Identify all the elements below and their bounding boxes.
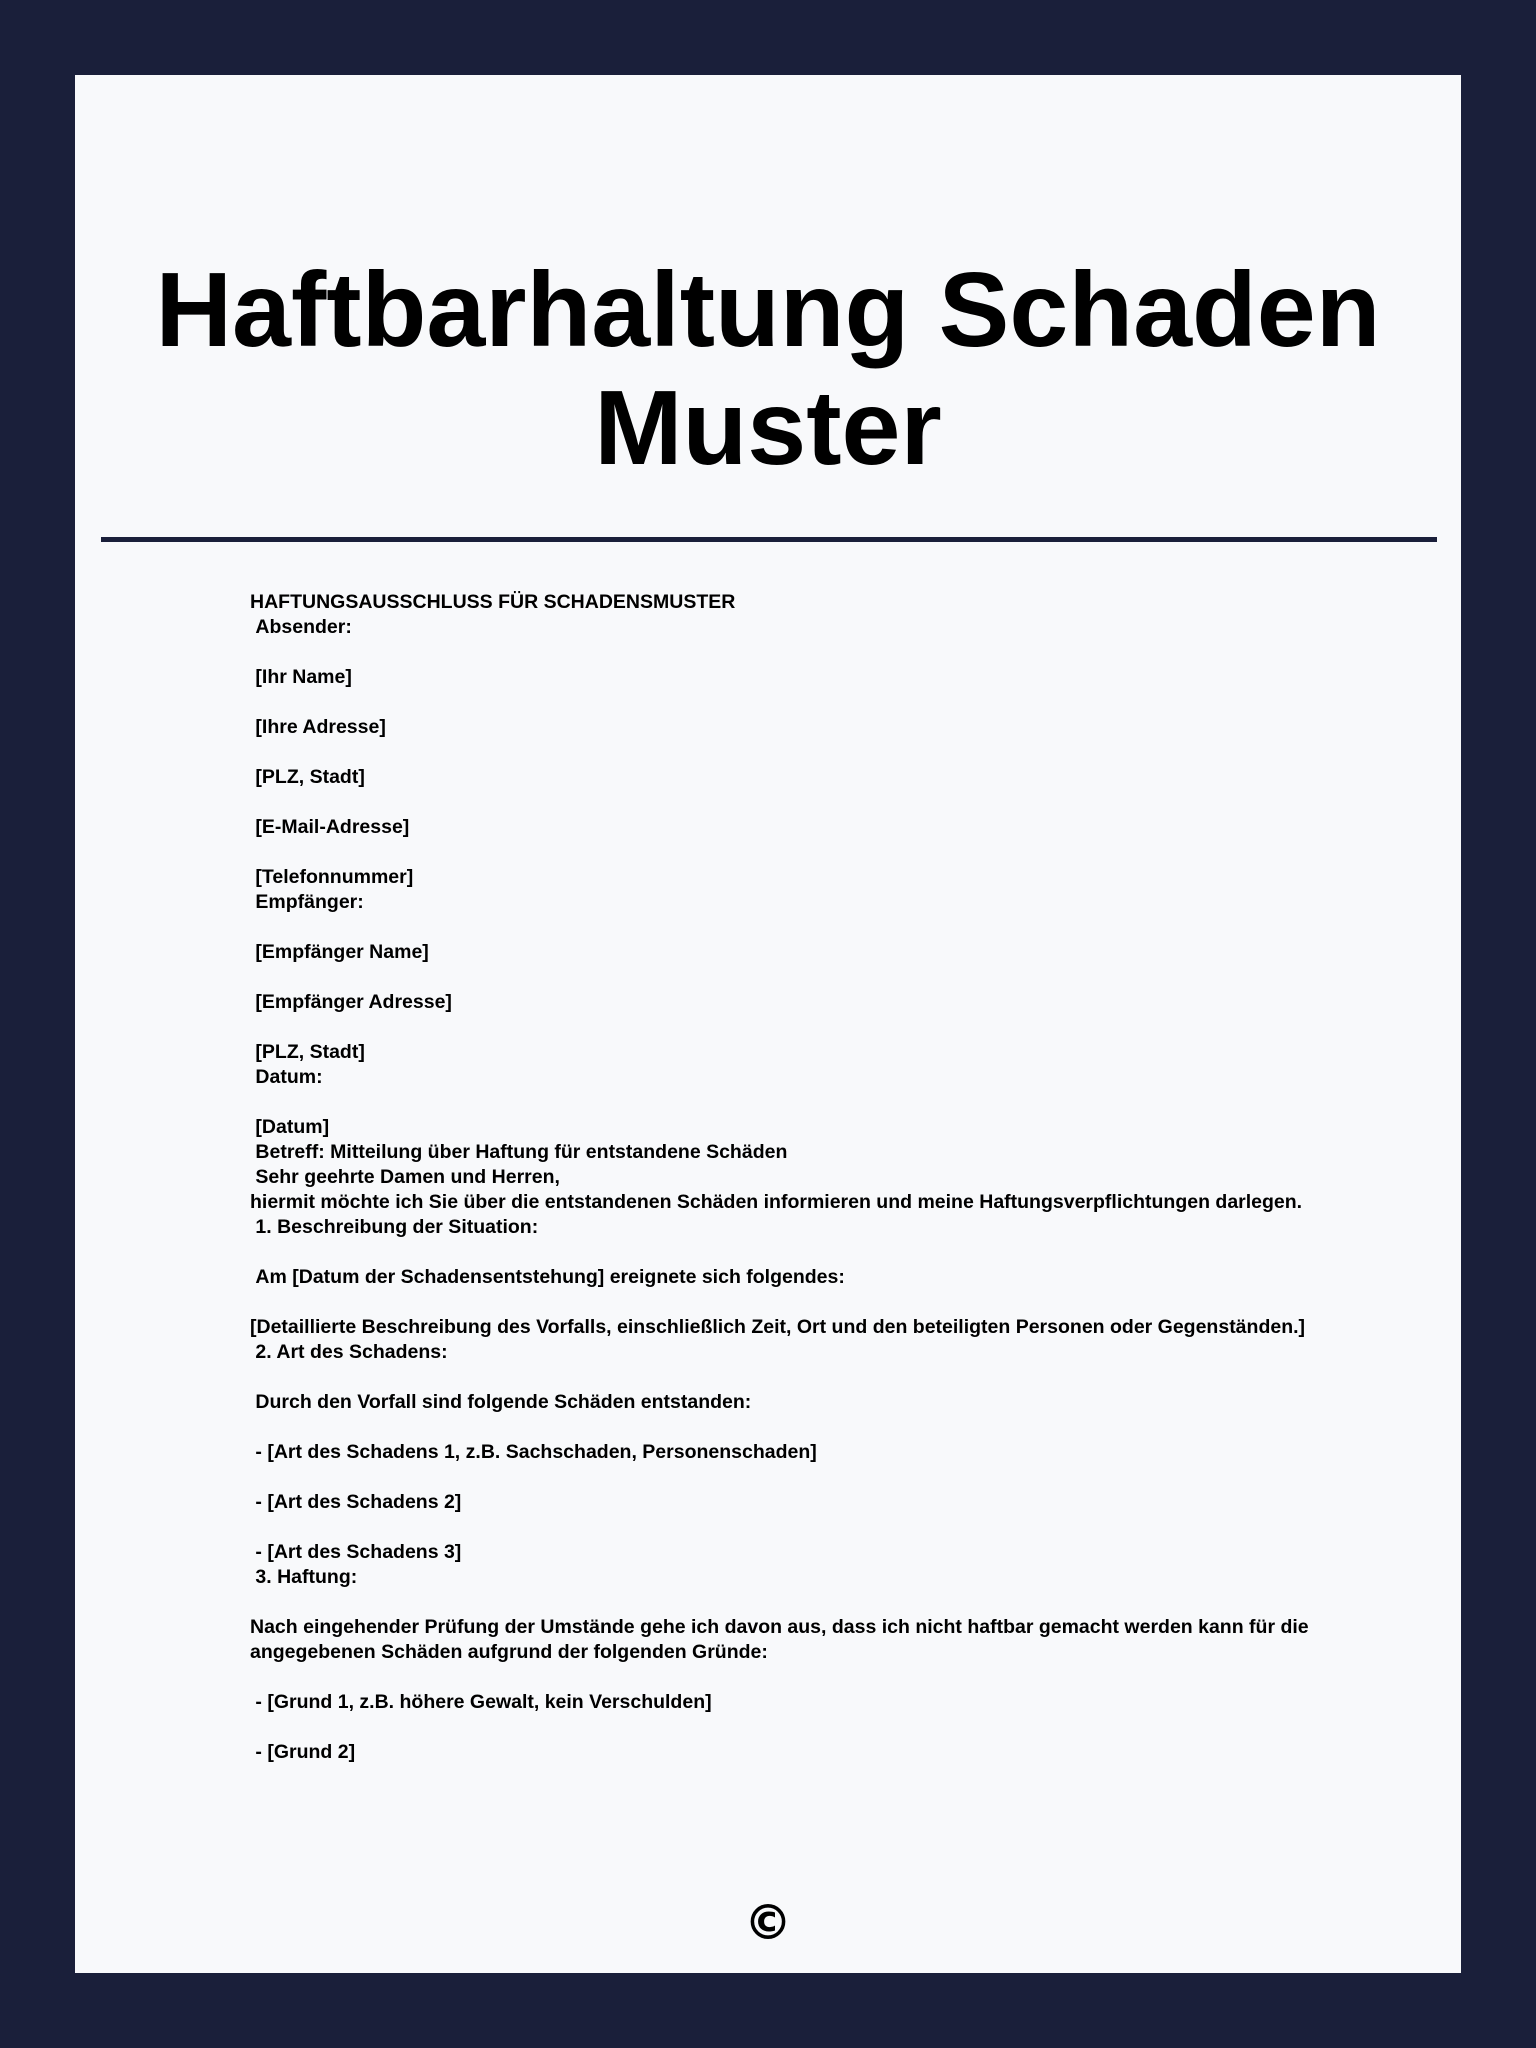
title-divider: [101, 537, 1437, 542]
copyright-icon: ©: [744, 1895, 792, 1951]
page-title: Haftbarhaltung Schaden Muster: [155, 251, 1381, 487]
document-page: [75, 75, 1461, 1973]
document-body: HAFTUNGSAUSSCHLUSS FÜR SCHADENSMUSTER Absender: [Ihr Name] [Ihre Adresse] [PLZ, Stadt] [E-Mail-Adresse] [Telefonnummer] Empfänger: [Empfänger Name] [Empfänger Adresse] [PLZ, Stadt] Datum: [Datum] Betreff: Mitteilung über Haftung für entstandene Schäden Sehr geehrte Damen und Herren, hiermit möchte ich Sie über die entstandenen Schäden informieren und meine Haftungsverpflichtungen darlegen. 1. Beschreibung der Situation: Am [Datum der Schadensentstehung] ereignete sich folgendes: [Detaillierte Beschreibung des Vorfalls, einschließlich Zeit, Ort und den beteiligten Personen oder Gegenständen.] 2. Art des Schadens: Durch den Vorfall sind folgende Schäden entstanden: - [Art des Schadens 1, z.B. Sachschaden, Personenschaden] - [Art des Schadens 2] - [Art des Schadens 3] 3. Haftung: Nach eingehender Prüfung der Umstände gehe ich davon aus, dass ich nicht haftbar gemacht werden kann für die angegebenen Schäden aufgrund der folgenden Gründe: - [Grund 1, z.B. höhere Gewalt, kein Verschulden] - [Grund 2]: [250, 591, 1309, 1763]
